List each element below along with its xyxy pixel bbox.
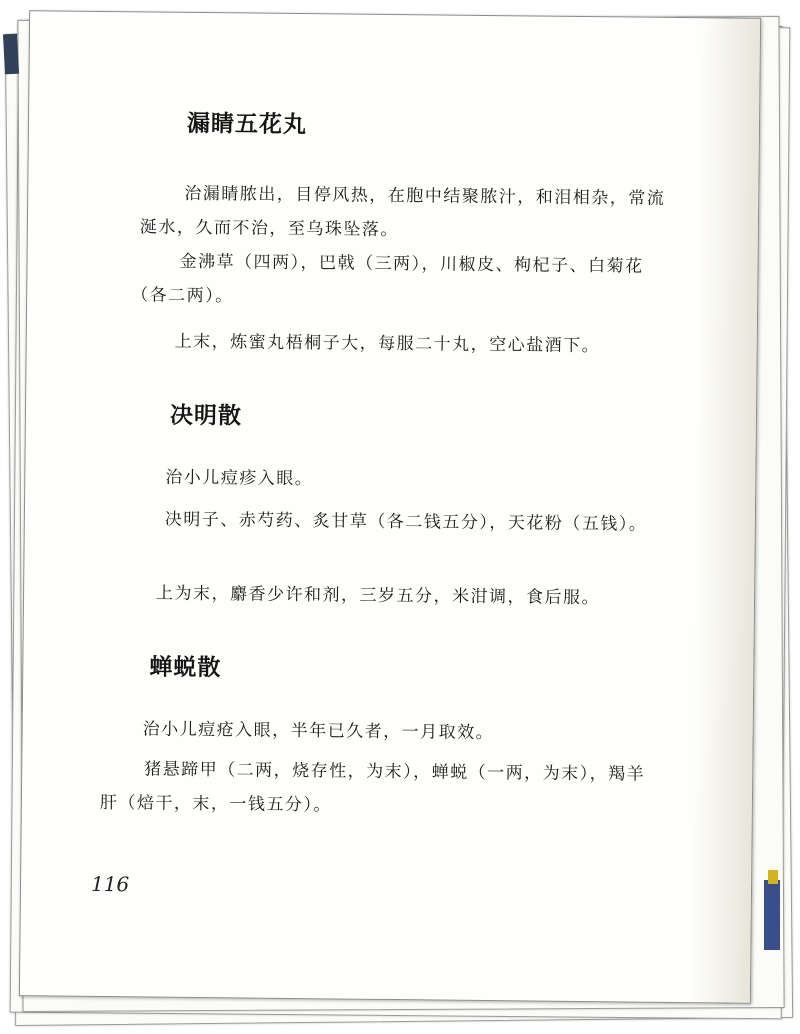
section-paragraph: 猪悬蹄甲（二两，烧存性，为末），蝉蜕（一两，为末），羯羊肝（焙干，末，一钱五分）。: [99, 759, 646, 816]
section-paragraph: 治小儿痘疹入眼。: [165, 467, 314, 490]
section-title: 蝉蜕散: [149, 654, 222, 682]
section-title: 漏睛五花丸: [186, 110, 308, 139]
section-paragraph: 治小儿痘疮入眼，半年已久者，一月取效。: [142, 719, 495, 744]
section-paragraph: 金沸草（四两），巴戟（三两），川椒皮、枸杞子、白菊花（各二两）。: [131, 251, 644, 307]
section-paragraph: 决明子、赤芍药、炙甘草（各二钱五分），天花粉（五钱）。: [164, 509, 648, 535]
page-number: 116: [90, 871, 130, 897]
book-cover-accent: [768, 870, 778, 884]
section-title: 决明散: [169, 402, 243, 430]
section-paragraph: 治漏睛脓出，目停风热，在胞中结聚脓汁，和泪相杂，常流涎水，久而不治，至乌珠坠落。: [139, 183, 666, 241]
section-paragraph: 上末，炼蜜丸梧桐子大，每服二十丸，空心盐酒下。: [174, 331, 601, 357]
book-cover-edge: [3, 34, 19, 75]
page-content: [20, 11, 760, 1003]
book-page: [19, 10, 761, 1004]
book-cover-strip: [764, 880, 780, 950]
section-paragraph: 上为末，麝香少许和剂，三岁五分，米泔调，食后服。: [155, 583, 601, 609]
